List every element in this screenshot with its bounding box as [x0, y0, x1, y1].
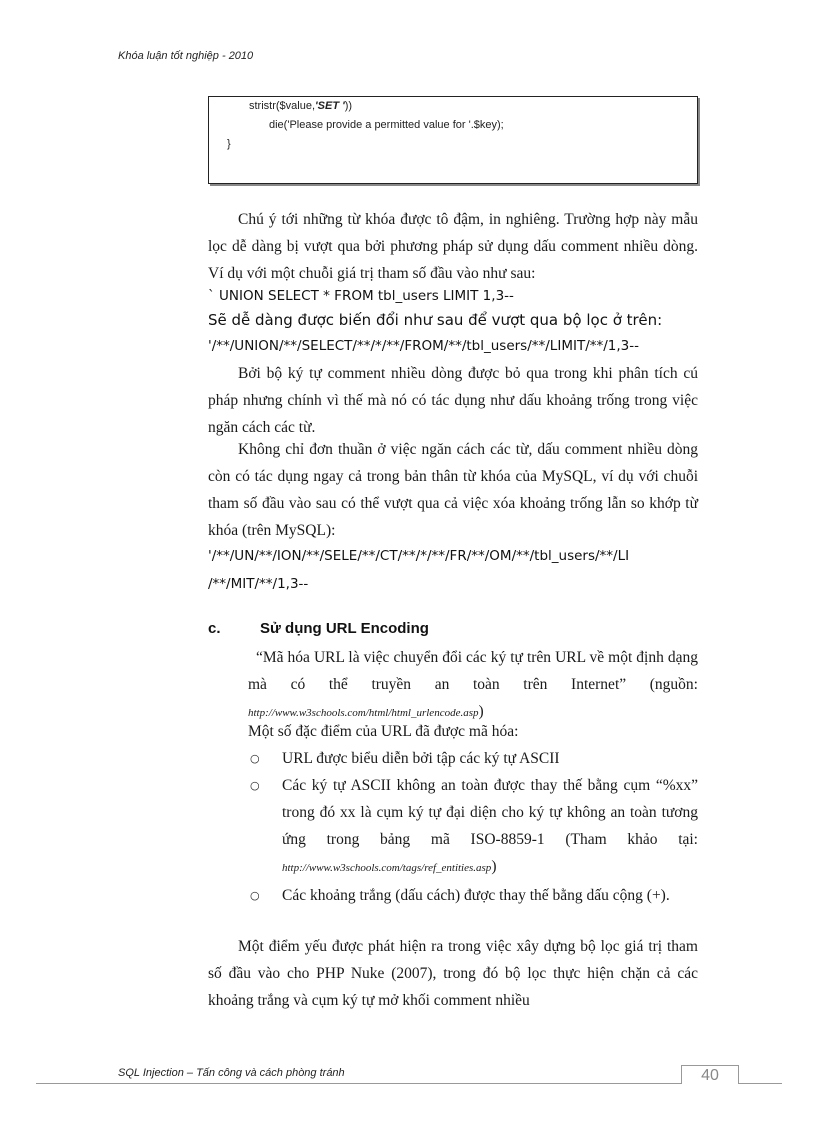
list-item: ○ Các ký tự ASCII không an toàn được thay thế bằng cụm “%xx” trong đó xx là cụm ký tự đại diện cho ký tự không an toàn tương ứng trong bảng mã ISO-8859-1 (Tham khảo tại: http://www.w3schools.com/tags/ref_entities.asp)	[248, 772, 698, 882]
bullet-glyph: ○	[250, 889, 260, 902]
paragraph-2: Bởi bộ ký tự comment nhiều dòng được bỏ qua trong khi phân tích cú pháp nhưng chính vì thế mà nó có tác dụng như dấu khoảng trống trong việc ngăn cách các từ.	[208, 365, 698, 436]
code-example-2: '/**/UNION/**/SELECT/**/*/**/FROM/**/tbl_users/**/LIMIT/**/1,3--	[208, 338, 639, 354]
paragraph-4: Một điểm yếu được phát hiện ra trong việc xây dựng bộ lọc giá trị tham số đầu vào cho PHP Nuke (2007), trong đó bộ lọc thực hiện chặn cả các khoảng trắng và cụm ký tự mở khối comment nhiều	[208, 938, 698, 1009]
section-letter: c.	[208, 620, 221, 637]
code-line-2: die('Please provide a permitted value for '.$key);	[269, 119, 504, 131]
paragraph-1: Chú ý tới những từ khóa được tô đậm, in nghiêng. Trường hợp này mẫu lọc dễ dàng bị vượt qua bởi phương pháp sử dụng dấu comment nhiều dòng. Ví dụ với một chuỗi giá trị tham số đầu vào như sau:	[208, 211, 698, 282]
code-example-3-line-2: /**/MIT/**/1,3--	[208, 576, 309, 592]
bullet-glyph: ○	[250, 752, 260, 765]
bullet-glyph: ○	[250, 779, 260, 792]
feature-list	[248, 745, 698, 909]
page-header: Khóa luận tốt nghiệp - 2010	[118, 50, 254, 62]
list-item: ○ URL được biểu diễn bởi tập các ký tự ASCII	[248, 745, 698, 772]
section-intro: Một số đặc điểm của URL đã được mã hóa:	[248, 723, 519, 740]
section-quote: “Mã hóa URL là việc chuyển đổi các ký tự trên URL về một định dạng mà có thể truyền an toàn trên Internet” (nguồn: http://www.w3schools.com/html/html_urlencode.asp)	[248, 649, 698, 720]
code-box	[208, 96, 698, 184]
page-footer: SQL Injection – Tấn công và cách phòng tránh	[118, 1067, 345, 1079]
code-example-3-line-1: '/**/UN/**/ION/**/SELE/**/CT/**/*/**/FR/**/OM/**/tbl_users/**/LI	[208, 548, 630, 564]
code-example-1: ` UNION SELECT * FROM tbl_users LIMIT 1,3--	[208, 288, 514, 304]
code-line-1: stristr($value,'SET '))	[249, 100, 353, 112]
section-title: Sử dụng URL Encoding	[260, 620, 429, 637]
paragraph-3: Không chỉ đơn thuần ở việc ngăn cách các từ, dấu comment nhiều dòng còn có tác dụng ngay cả trong bản thân từ khóa của MySQL, ví dụ với chuỗi tham số đầu vào sau có thể vượt qua cả việc xóa khoảng trống lẫn so khớp từ khóa (trên MySQL):	[208, 441, 698, 539]
source-link[interactable]: http://www.w3schools.com/html/html_urlencode.asp	[248, 707, 479, 719]
list-item: ○ Các khoảng trắng (dấu cách) được thay thế bằng dấu cộng (+).	[248, 882, 698, 909]
page-number: 40	[681, 1065, 739, 1084]
footer-rule-right	[738, 1083, 782, 1084]
code-line-3: }	[227, 138, 231, 150]
reference-link[interactable]: http://www.w3schools.com/tags/ref_entities.asp	[282, 862, 492, 874]
transform-sentence: Sẽ dễ dàng được biến đổi như sau để vượt qua bộ lọc ở trên:	[208, 311, 663, 329]
footer-rule	[36, 1083, 681, 1084]
